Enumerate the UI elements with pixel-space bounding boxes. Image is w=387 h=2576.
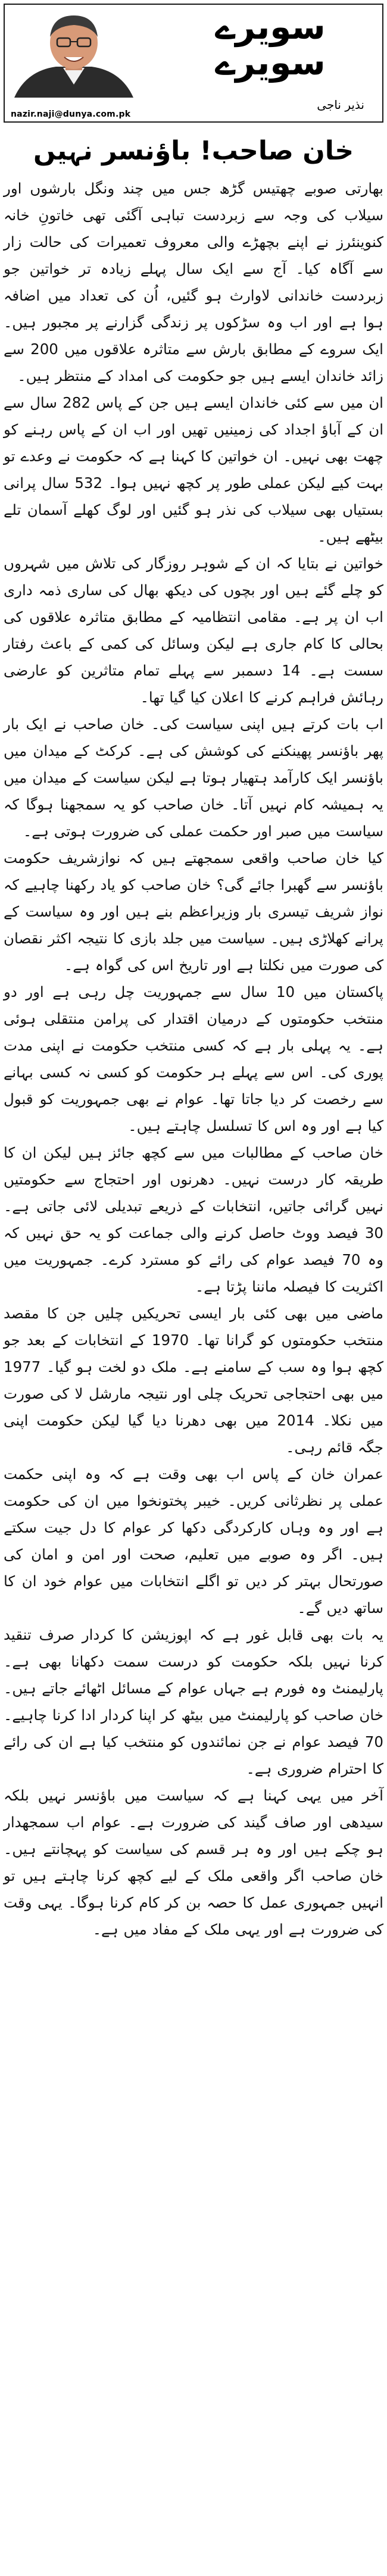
author-name: نذیر ناجی bbox=[317, 98, 364, 112]
article-paragraph: اب بات کرتے ہیں اپنی سیاست کی۔ خان صاحب نے ایک بار پھر باؤنسر پھینکنے کی کوشش کی ہے۔ کرکٹ کے میدان میں باؤنسر ایک کارآمد ہتھیار ہوتا ہے لیکن سیاست کے میدان میں یہ ہمیشہ کام نہیں آتا۔ خان صاحب کو یہ سمجھنا ہوگا کہ سیاست میں صبر اور حکمت عملی کی ضرورت ہوتی ہے۔ bbox=[4, 715, 383, 840]
author-email: nazir.naji@dunya.com.pk bbox=[11, 110, 131, 119]
article-paragraph: خواتین نے بتایا کہ ان کے شوہر روزگار کی تلاش میں شہروں کو چلے گئے ہیں اور بچوں کی دیکھ بھال کی ساری ذمہ داری اب ان پر ہے۔ مقامی انتظامیہ کے مطابق متاثرہ علاقوں کی بحالی کا کام جاری ہے لیکن وسائل کی کمی کے باعث رفتار سست ہے۔ 14 دسمبر سے پہلے تمام متاثرین کو عارضی رہائش فراہم کرنے کا اعلان کیا گیا تھا۔ bbox=[4, 555, 383, 706]
article-paragraph: ان میں سے کئی خاندان ایسے ہیں جن کے پاس 282 سال سے ان کے آباؤ اجداد کی زمینیں تھیں اور اب ان کے پاس رہنے کو چھت بھی نہیں۔ ان خواتین کا کہنا ہے کہ حکومت نے وعدے تو بہت کیے لیکن عملی طور پر کچھ نہیں ہوا۔ 532 سال پرانی بستیاں بھی سیلاب کی نذر ہو گئیں اور لوگ کھلے آسمان تلے بیٹھے ہیں۔ bbox=[4, 394, 383, 545]
column-masthead bbox=[4, 4, 383, 123]
author-portrait-drawing bbox=[8, 8, 139, 98]
column-page bbox=[0, 4, 387, 2576]
article-paragraph: خان صاحب کے مطالبات میں سے کچھ جائز ہیں لیکن ان کا طریقہ کار درست نہیں۔ دھرنوں اور احتجاج سے حکومتیں نہیں گرائی جاتیں، انتخابات کے ذریعے تبدیلی لائی جاتی ہے۔ 30 فیصد ووٹ حاصل کرنے والی جماعت کو یہ حق نہیں کہ وہ 70 فیصد عوام کی رائے کو مسترد کرے۔ جمہوریت میں اکثریت کا فیصلہ ماننا پڑتا ہے۔ bbox=[4, 1144, 383, 1295]
article-body bbox=[4, 175, 383, 1943]
article-paragraph: آخر میں یہی کہنا ہے کہ سیاست میں باؤنسر نہیں بلکہ سیدھی اور صاف گیند کی ضرورت ہے۔ عوام اب سمجھدار ہو چکے ہیں اور وہ ہر قسم کی سیاست کو پہچانتے ہیں۔ خان صاحب اگر واقعی ملک کے لیے کچھ کرنا چاہتے ہیں تو انہیں جمہوری عمل کا حصہ بن کر کام کرنا ہوگا۔ یہی وقت کی ضرورت ہے اور یہی ملک کے مفاد میں ہے۔ bbox=[4, 1787, 383, 1938]
author-portrait bbox=[8, 8, 139, 98]
article-paragraph: بھارتی صوبے چھتیس گڑھ جس میں چند ونگل بارشوں اور سیلاب کی وجہ سے زبردست تباہی آگئی تھی خاتونِ خانہ کنوینئرز نے اپنے بچھڑے والی معروف تعمیرات کی حالت زار سے آگاہ کیا۔ آج سے ایک سال پہلے زیادہ تر خواتین جو زبردست خاندانی لاوارث ہو گئیں، اُن کی تعداد میں اضافہ ہوا ہے اور اب وہ سڑکوں پر زندگی گزارنے پر مجبور ہیں۔ ایک سروے کے مطابق بارش سے متاثرہ علاقوں میں 200 سے زائد خاندان ایسے ہیں جو حکومت کی امداد کے منتظر ہیں۔ bbox=[4, 180, 383, 384]
article-paragraph: یہ بات بھی قابل غور ہے کہ اپوزیشن کا کردار صرف تنقید کرنا نہیں بلکہ حکومت کو درست سمت دکھانا بھی ہے۔ پارلیمنٹ وہ فورم ہے جہاں عوام کے مسائل اٹھائے جاتے ہیں۔ خان صاحب کو پارلیمنٹ میں بیٹھ کر اپنا کردار ادا کرنا چاہیے۔ 70 فیصد عوام نے جن نمائندوں کو منتخب کیا ہے ان کی رائے کا احترام ضروری ہے۔ bbox=[4, 1626, 383, 1777]
column-logo bbox=[163, 7, 377, 95]
column-logo-line-2: سویرے bbox=[215, 42, 326, 83]
column-logo-line-1: سویرے bbox=[215, 7, 326, 47]
article-paragraph: پاکستان میں 10 سال سے جمہوریت چل رہی ہے اور دو منتخب حکومتوں کے درمیان اقتدار کی پرامن منتقلی ہوئی ہے۔ یہ پہلی بار ہے کہ کسی منتخب حکومت نے اپنی مدت پوری کی۔ اس سے پہلے ہر حکومت کو کسی نہ کسی بہانے سے رخصت کر دیا جاتا تھا۔ عوام نے بھی جمہوریت کو قبول کیا ہے اور وہ اس کا تسلسل چاہتے ہیں۔ bbox=[4, 983, 383, 1134]
article-paragraph: کیا خان صاحب واقعی سمجھتے ہیں کہ نوازشریف حکومت باؤنسر سے گھبرا جائے گی؟ خان صاحب کو یاد رکھنا چاہیے کہ نواز شریف تیسری بار وزیراعظم بنے ہیں اور وہ سیاست کے پرانے کھلاڑی ہیں۔ سیاست میں جلد بازی کا نتیجہ اکثر نقصان کی صورت میں نکلتا ہے اور تاریخ اس کی گواہ ہے۔ bbox=[4, 849, 383, 974]
column-headline: خان صاحب! باؤنسر نہیں bbox=[33, 136, 354, 166]
article-paragraph: ماضی میں بھی کئی بار ایسی تحریکیں چلیں جن کا مقصد منتخب حکومتوں کو گرانا تھا۔ 1970 کے انتخابات کے بعد جو کچھ ہوا وہ سب کے سامنے ہے۔ ملک دو لخت ہو گیا۔ 1977 میں بھی احتجاجی تحریک چلی اور نتیجہ مارشل لا کی صورت میں نکلا۔ 2014 میں بھی دھرنا دیا گیا لیکن حکومت اپنی جگہ قائم رہی۔ bbox=[4, 1305, 383, 1456]
article-paragraph: عمران خان کے پاس اب بھی وقت ہے کہ وہ اپنی حکمت عملی پر نظرثانی کریں۔ خیبر پختونخوا میں ان کی حکومت ہے اور وہ وہاں کارکردگی دکھا کر عوام کا دل جیت سکتے ہیں۔ اگر وہ صوبے میں تعلیم، صحت اور امن و امان کی صورتحال بہتر کر دیں تو اگلے انتخابات میں عوام خود ان کا ساتھ دیں گے۔ bbox=[4, 1465, 383, 1617]
